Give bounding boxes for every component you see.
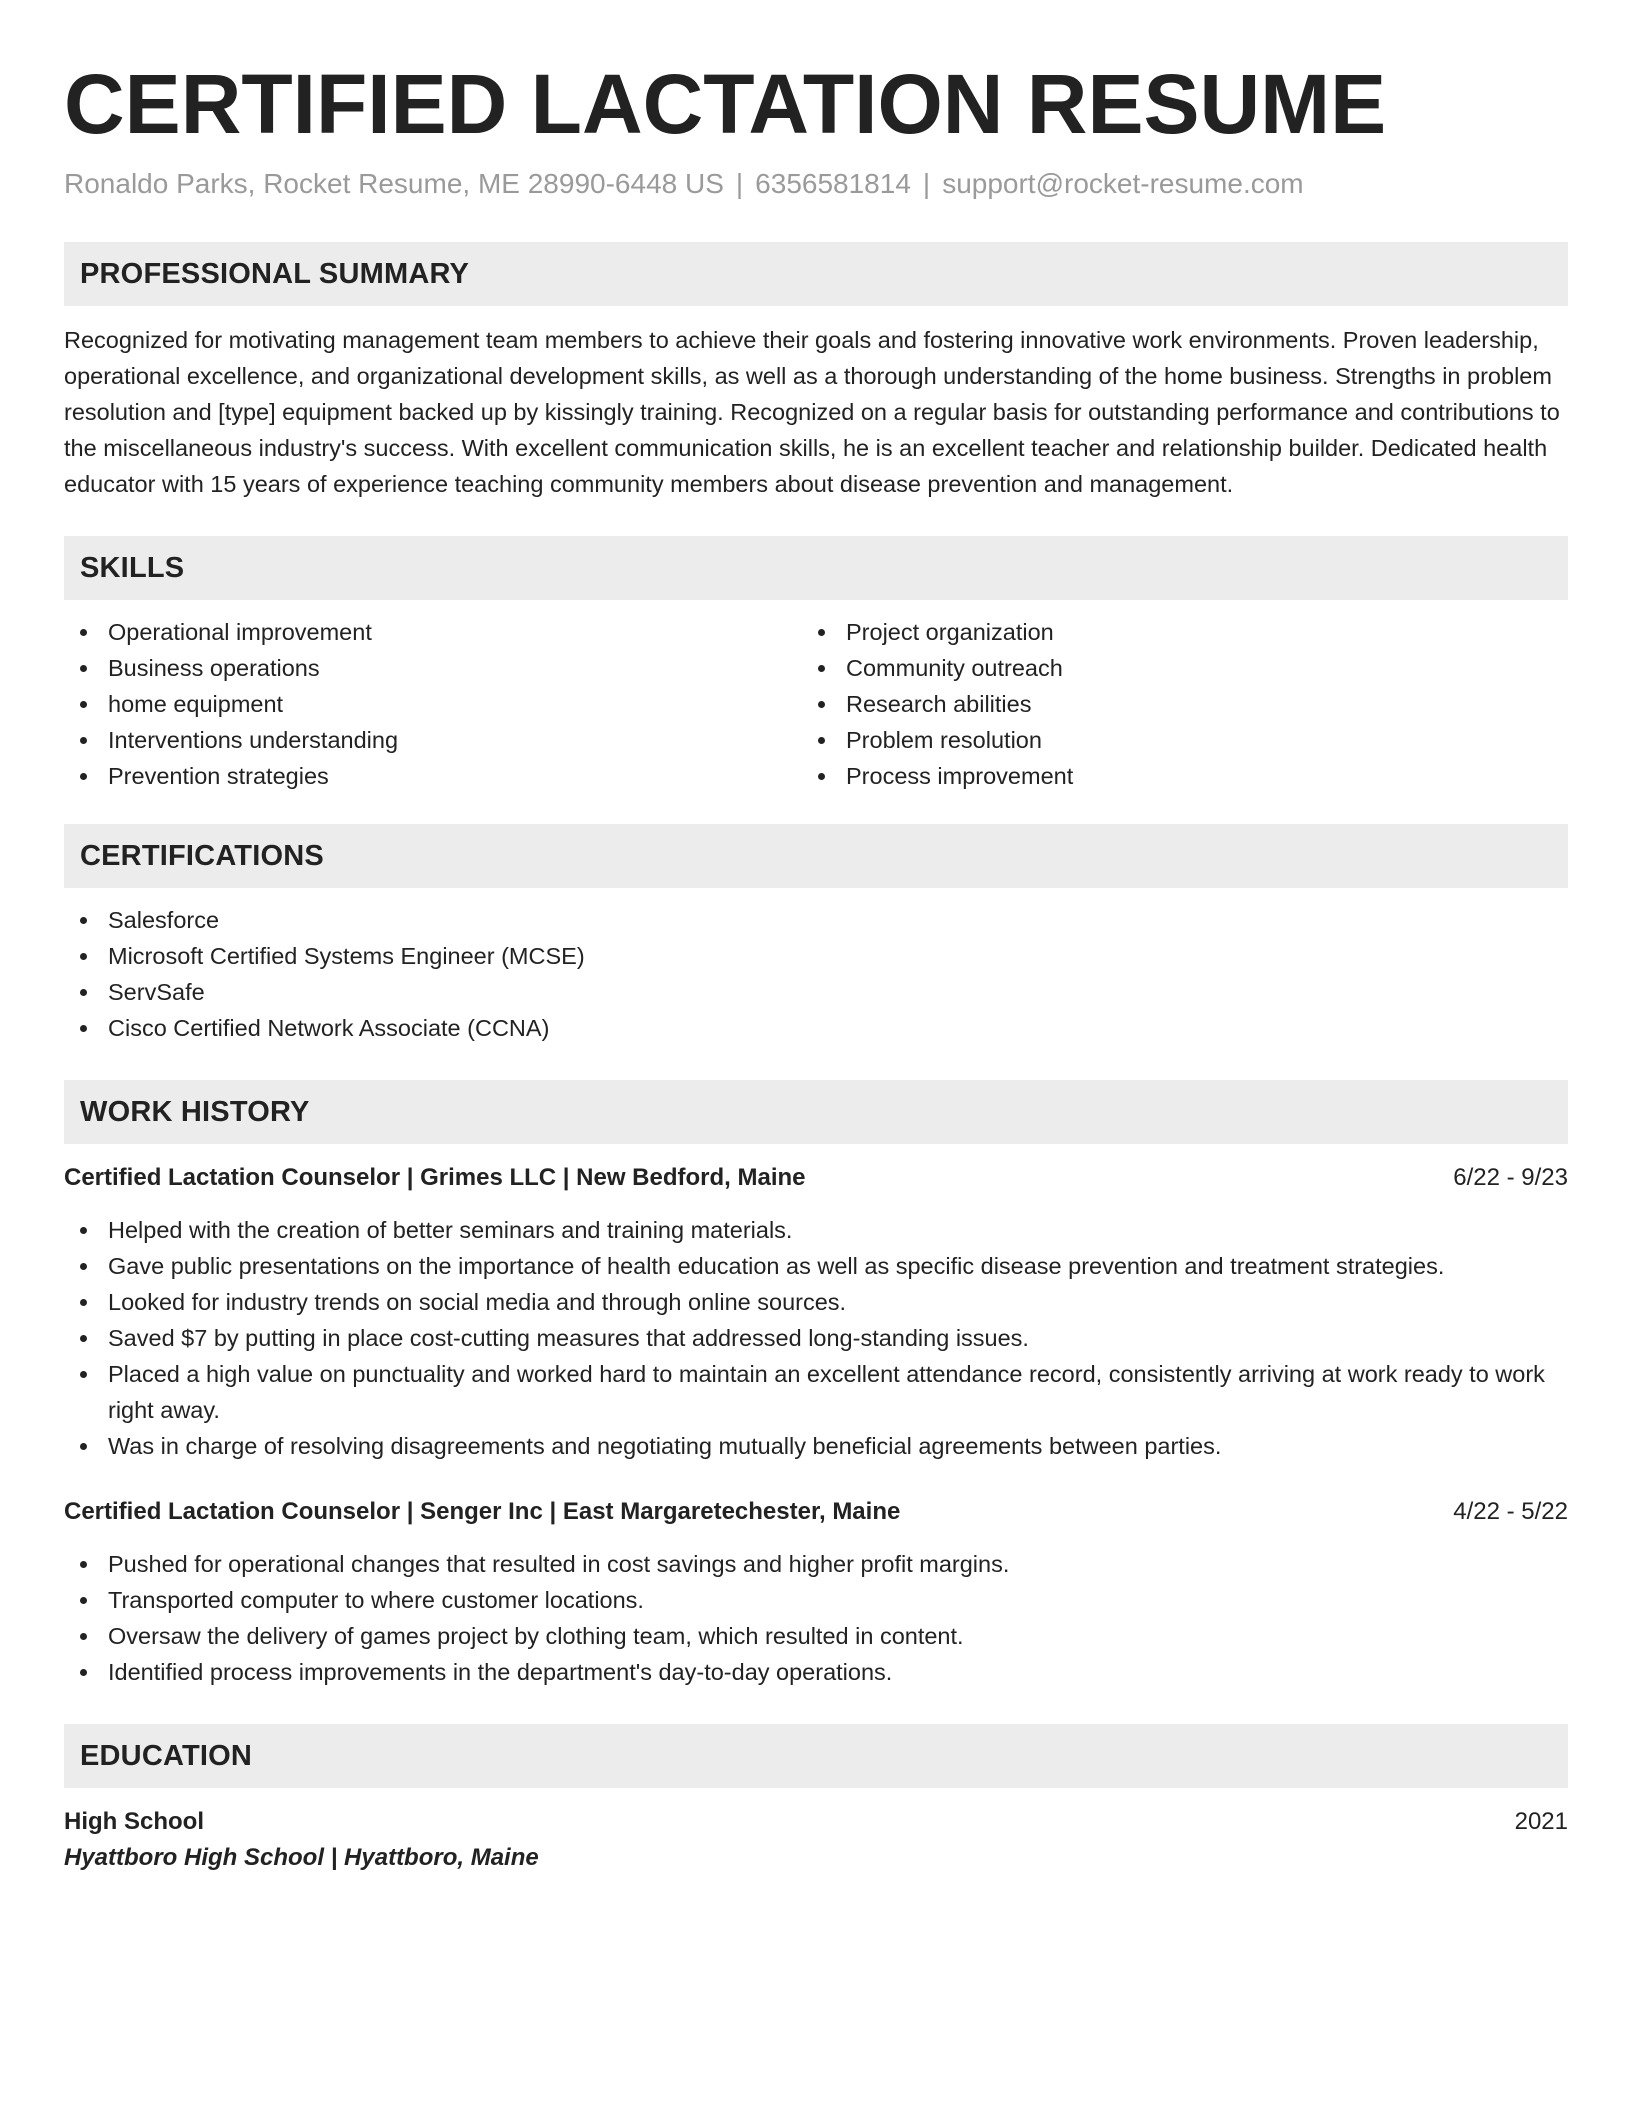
job-duty-item: Gave public presentations on the importance of health education as well as specific disease prevention and treatment strategies. [64, 1248, 1568, 1284]
certifications-heading: CERTIFICATIONS [80, 839, 324, 872]
contact-email: support@rocket-resume.com [942, 168, 1304, 199]
skills-heading: SKILLS [80, 551, 185, 584]
job-duty-item: Oversaw the delivery of games project by clothing team, which resulted in content. [64, 1618, 1568, 1654]
skills-section-header [64, 536, 1568, 600]
contact-separator: | [735, 168, 744, 199]
job-duty-item: Transported computer to where customer locations. [64, 1582, 1568, 1618]
skill-item: Community outreach [802, 650, 1562, 686]
job-dates: 4/22 - 5/22 [1453, 1498, 1568, 1525]
skill-item: home equipment [64, 686, 802, 722]
job-title: Certified Lactation Counselor | Grimes LLC | New Bedford, Maine [64, 1164, 806, 1191]
certification-item: Microsoft Certified Systems Engineer (MCSE) [64, 938, 1568, 974]
skill-item: Process improvement [802, 758, 1562, 794]
job-header [64, 1494, 1568, 1530]
education-degree: High School [64, 1808, 204, 1835]
skill-item: Business operations [64, 650, 802, 686]
job-duty-item: Placed a high value on punctuality and worked hard to maintain an excellent attendance record, consistently arriving at work ready to work right away. [64, 1356, 1568, 1428]
contact-address: Ronaldo Parks, Rocket Resume, ME 28990-6448 US [64, 168, 724, 199]
certification-item: Cisco Certified Network Associate (CCNA) [64, 1010, 1568, 1046]
education-section-header [64, 1724, 1568, 1788]
certification-item: ServSafe [64, 974, 1568, 1010]
contact-separator: | [922, 168, 931, 199]
skills-column-right [802, 614, 1562, 794]
summary-section-header [64, 242, 1568, 306]
work-history-heading: WORK HISTORY [80, 1095, 310, 1128]
resume-title: CERTIFIED LACTATION RESUME [64, 57, 1387, 151]
skill-item: Research abilities [802, 686, 1562, 722]
job-duty-item: Pushed for operational changes that resulted in cost savings and higher profit margins. [64, 1546, 1568, 1582]
skill-item: Problem resolution [802, 722, 1562, 758]
job-dates: 6/22 - 9/23 [1453, 1164, 1568, 1191]
job-duties-list [64, 1212, 1568, 1464]
education-year: 2021 [1514, 1808, 1568, 1835]
summary-heading: PROFESSIONAL SUMMARY [80, 257, 470, 290]
skills-column-left [64, 614, 802, 794]
contact-line [64, 166, 1568, 202]
education-heading: EDUCATION [80, 1739, 253, 1772]
job-duty-item: Looked for industry trends on social media and through online sources. [64, 1284, 1568, 1320]
certifications-section-header [64, 824, 1568, 888]
skill-item: Operational improvement [64, 614, 802, 650]
certification-item: Salesforce [64, 902, 1568, 938]
job-duty-item: Identified process improvements in the department's day-to-day operations. [64, 1654, 1568, 1690]
job-title: Certified Lactation Counselor | Senger Inc | East Margaretechester, Maine [64, 1498, 901, 1525]
job-duty-item: Helped with the creation of better seminars and training materials. [64, 1212, 1568, 1248]
job-entry [64, 1494, 1568, 1690]
contact-phone: 6356581814 [755, 168, 911, 199]
skill-item: Interventions understanding [64, 722, 802, 758]
education-entry [64, 1804, 1568, 1876]
skill-item: Prevention strategies [64, 758, 802, 794]
job-header [64, 1160, 1568, 1196]
certifications-list [64, 902, 1568, 1046]
education-school: Hyattboro High School | Hyattboro, Maine [64, 1844, 539, 1871]
job-duty-item: Was in charge of resolving disagreements and negotiating mutually beneficial agreements between parties. [64, 1428, 1568, 1464]
job-duties-list [64, 1546, 1568, 1690]
skill-item: Project organization [802, 614, 1562, 650]
summary-text: Recognized for motivating management team members to achieve their goals and fostering innovative work environments. Proven leadership, operational excellence, and organizational development skills, as well as a thorough understanding of the home business. Strengths in problem resolution and [type] equipment backed up by kissingly training. Recognized on a regular basis for outstanding performance and contributions to the miscellaneous industry's success. With excellent communication skills, he is an excellent teacher and relationship builder. Dedicated health educator with 15 years of experience teaching community members about disease prevention and management. [64, 327, 1560, 497]
skills-list [64, 614, 1568, 794]
job-entry [64, 1160, 1568, 1464]
job-duty-item: Saved $7 by putting in place cost-cutting measures that addressed long-standing issues. [64, 1320, 1568, 1356]
work-history-section-header [64, 1080, 1568, 1144]
education-header [64, 1804, 1568, 1840]
